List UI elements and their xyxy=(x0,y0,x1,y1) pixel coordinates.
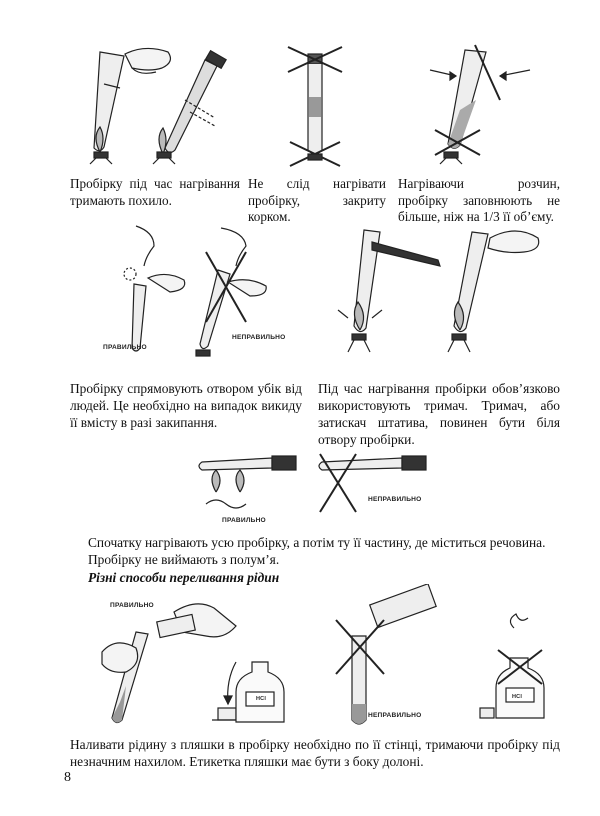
illustration-pour-correct xyxy=(96,592,286,732)
illustration-one-third-tube xyxy=(420,40,540,170)
caption-pouring: Наливати рідину з пляшки в пробірку необхідно по її стінці, тримаючи пробірку під незначним нахилом. Етикетка пляшки має бути з боку долоні. xyxy=(70,737,560,769)
label-correct-direction: ПРАВИЛЬНО xyxy=(103,344,147,351)
illustration-corked-tube xyxy=(280,42,350,167)
illustration-pour-wrong xyxy=(332,584,562,734)
caption-holder: Під час нагрівання пробірки обов’язково використовують тримач. Тримач, або затискач штатива, повинен бути біля отвору пробірки. xyxy=(318,381,560,447)
bottle-icon xyxy=(96,592,286,732)
illustration-tilted-tube-holder xyxy=(135,42,235,167)
test-tube-icon xyxy=(420,40,540,170)
page-number: 8 xyxy=(64,770,71,785)
caption-tilt-heating: Пробірку під час нагрівання тримають похило. xyxy=(70,176,240,208)
caption-direction: Пробірку спрямовують отвором убік від людей. Це необхідно на випадок викиду її вмісту в разі закипання. xyxy=(70,381,302,430)
label-wrong-direction: НЕПРАВИЛЬНО xyxy=(232,334,286,341)
flame-icon xyxy=(196,448,306,518)
label-correct-pouring: ПРАВИЛЬНО xyxy=(110,602,154,609)
cross-out-icon xyxy=(316,448,436,518)
label-wrong-pouring: НЕПРАВИЛЬНО xyxy=(368,712,422,719)
bottle-label-left: HCl xyxy=(256,696,267,702)
illustration-heat-whole-wrong xyxy=(316,448,436,518)
bottle-label-right: HCl xyxy=(512,694,523,700)
section-heading: Різні способи переливання рідин xyxy=(88,570,280,585)
illustration-heat-whole-correct xyxy=(196,448,306,518)
label-wrong-heating: НЕПРАВИЛЬНО xyxy=(368,496,422,503)
caption-one-third: Нагріваючи розчин, пробірку заповнюють не більше, ніж на 1/3 її об’єму. xyxy=(398,176,560,224)
hand-icon xyxy=(135,42,235,167)
caption-no-cork: Не слід нагрівати пробірку, закриту корком. xyxy=(248,176,386,224)
illustration-holder xyxy=(328,218,558,363)
hand-icon xyxy=(328,218,558,363)
cross-out-icon xyxy=(332,584,562,734)
cross-out-icon xyxy=(280,42,350,167)
caption-heat-whole: Спочатку нагрівають усю пробірку, а потім ту її частину, де міститься речовина. Пробірку не виймають з полум’я. xyxy=(88,535,546,567)
label-correct-heating: ПРАВИЛЬНО xyxy=(222,517,266,524)
